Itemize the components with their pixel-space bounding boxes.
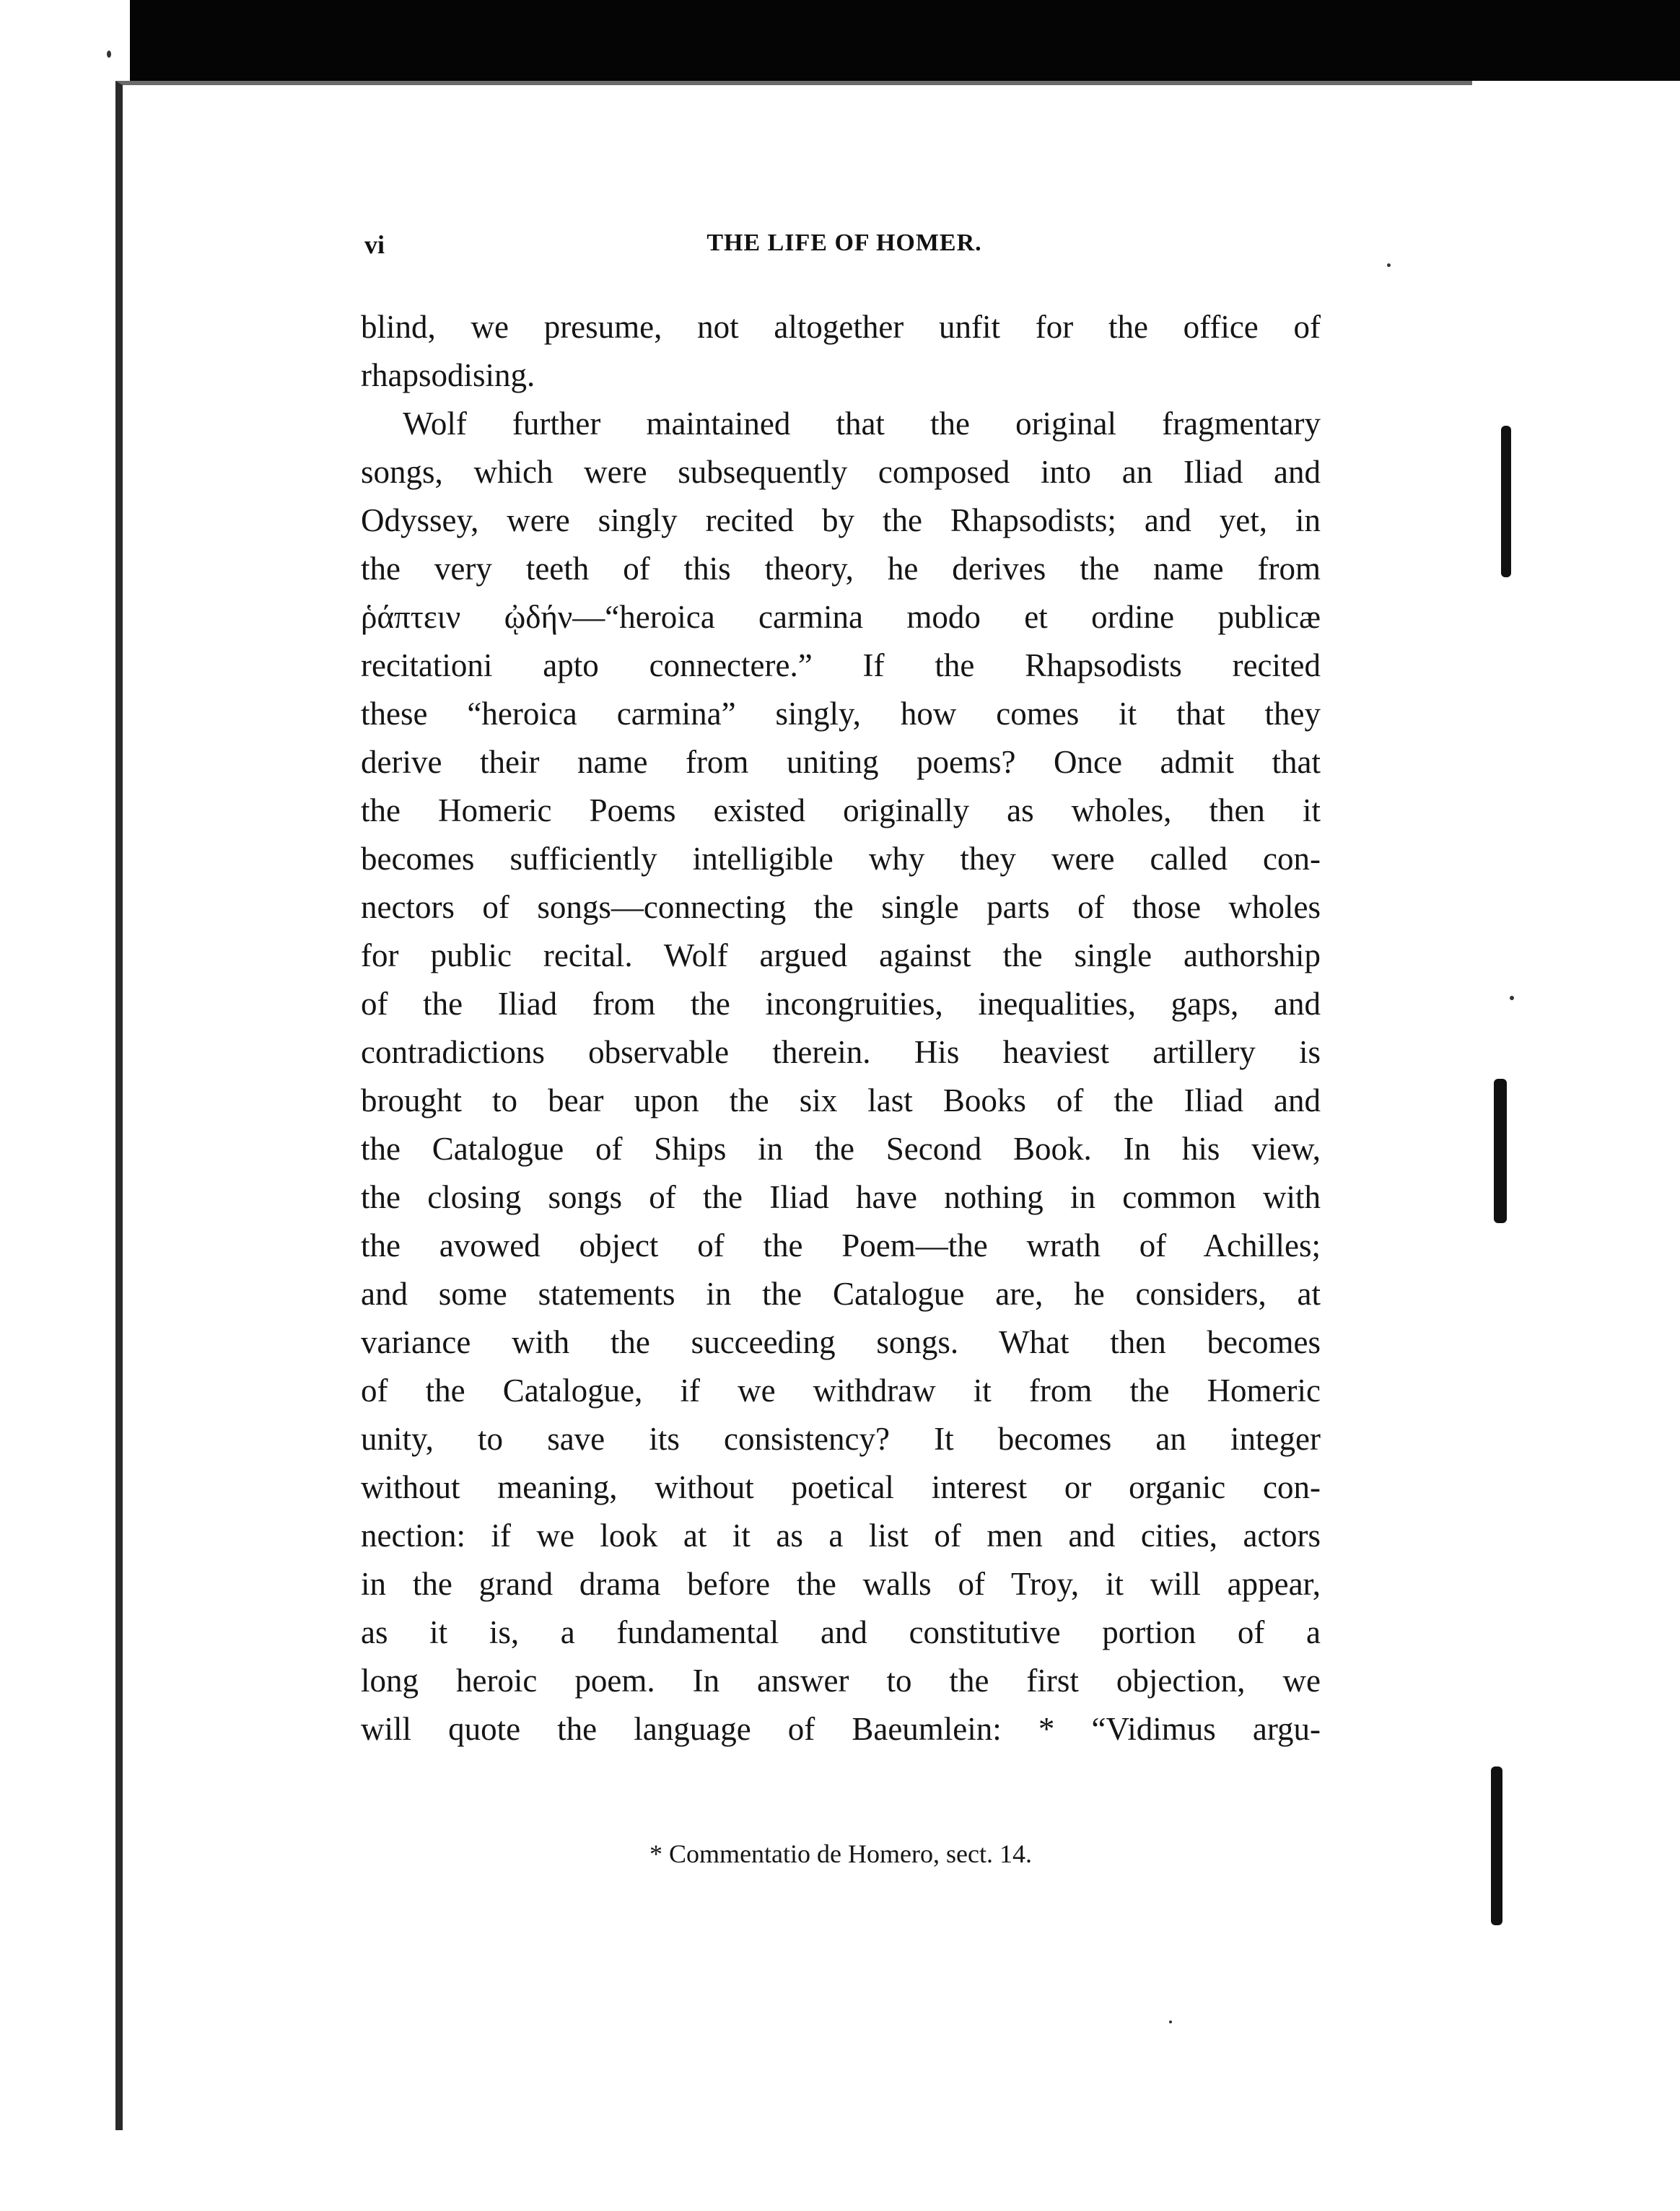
text-line: the avowed object of the Poem—the wrath of Achilles; (361, 1227, 1321, 1264)
running-title: THE LIFE OF HOMER. (706, 229, 982, 256)
text-line: brought to bear upon the six last Books of the Iliad and (361, 1082, 1321, 1118)
text-line: for public recital. Wolf argued against the single authorship (361, 937, 1321, 973)
text-line: the Homeric Poems existed originally as wholes, then it (361, 792, 1321, 828)
text-line: nection: if we look at it as a list of men and cities, actors (361, 1518, 1321, 1554)
text-line: derive their name from uniting poems? Once admit that (361, 744, 1321, 780)
footnote: * Commentatio de Homero, sect. 14. (649, 1839, 1032, 1868)
binding-tab-3 (1491, 1766, 1502, 1925)
text-line: the very teeth of this theory, he derives the name from (361, 551, 1321, 587)
scan-speck (1169, 2020, 1172, 2023)
page-number: vi (364, 230, 385, 259)
running-head (364, 229, 1324, 258)
text-line: without meaning, without poetical interest or organic con- (361, 1469, 1321, 1505)
text-line: in the grand drama before the walls of Troy, it will appear, (361, 1566, 1321, 1602)
text-line: blind, we presume, not altogether unfit for the office of (361, 309, 1321, 345)
text-line: Odyssey, were singly recited by the Rhapsodists; and yet, in (361, 502, 1321, 538)
paragraph-first-line: Wolf further maintained that the original fragmentary (403, 406, 1321, 442)
text-line: songs, which were subsequently composed into an Iliad and (361, 454, 1321, 490)
text-line: contradictions observable therein. His heaviest artillery is (361, 1034, 1321, 1070)
text-line: of the Catalogue, if we withdraw it from the Homeric (361, 1372, 1321, 1409)
scan-left-margin (0, 0, 130, 2130)
body-text (361, 303, 1321, 1754)
scan-speck (1510, 996, 1514, 1000)
text-line: ῥάπτειν ᾠδήν—“heroica carmina modo et ordine publicæ (361, 599, 1321, 635)
scan-speck (1387, 263, 1391, 267)
text-line: and some statements in the Catalogue are, he considers, at (361, 1276, 1321, 1312)
text-line: the Catalogue of Ships in the Second Book. In his view, (361, 1131, 1321, 1167)
binding-tab-2 (1494, 1079, 1507, 1223)
scan-bottom-margin (0, 2130, 1680, 2211)
text-line: nectors of songs—connecting the single parts of those wholes (361, 889, 1321, 925)
text-line: these “heroica carmina” singly, how comes it that they (361, 696, 1321, 732)
text-line: as it is, a fundamental and constitutive portion of a (361, 1614, 1321, 1650)
scan-speck (107, 51, 111, 58)
text-line: long heroic poem. In answer to the first objection, we (361, 1663, 1321, 1699)
text-line: becomes sufficiently intelligible why they were called con- (361, 841, 1321, 877)
text-line: rhapsodising. (361, 357, 535, 393)
text-line: will quote the language of Baeumlein: * “Vidimus argu- (361, 1711, 1321, 1747)
text-line: variance with the succeeding songs. What then becomes (361, 1324, 1321, 1360)
text-line: recitationi apto connectere.” If the Rhapsodists recited (361, 647, 1321, 683)
text-line: of the Iliad from the incongruities, inequalities, gaps, and (361, 986, 1321, 1022)
text-line: unity, to save its consistency? It becomes an integer (361, 1421, 1321, 1457)
binding-tab-1 (1501, 426, 1511, 577)
scan-top-border (130, 0, 1680, 81)
text-line: the closing songs of the Iliad have nothing in common with (361, 1179, 1321, 1215)
